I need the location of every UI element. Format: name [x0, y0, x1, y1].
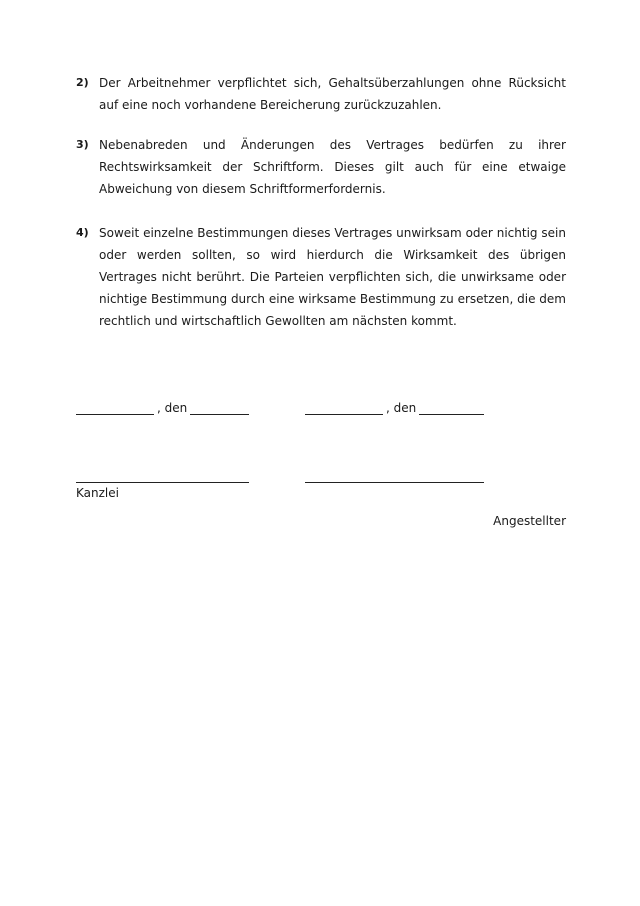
signature-line-left[interactable]: [76, 482, 249, 483]
clause-3: [76, 134, 566, 200]
date-connector-left: , den: [157, 401, 188, 415]
place-line-left[interactable]: [76, 414, 154, 415]
place-line-right[interactable]: [305, 414, 383, 415]
signature-line-right[interactable]: [305, 482, 484, 483]
clause-text: Der Arbeitnehmer verpflichtet sich, Gehaltsüberzahlungen ohne Rücksicht auf eine noch vorhandene Bereicherung zurückzuzahlen.: [99, 76, 566, 112]
signature-label-right: Angestellter: [493, 514, 566, 528]
clause-2: [76, 72, 566, 116]
clause-number: 2): [76, 76, 89, 89]
date-line-left[interactable]: [190, 414, 249, 415]
clause-text: Nebenabreden und Änderungen des Vertrages bedürfen zu ihrer Rechtswirksamkeit der Schriftform. Dieses gilt auch für eine etwaige Abweichung von diesem Schriftformerfordernis.: [99, 138, 566, 196]
clause-text: Soweit einzelne Bestimmungen dieses Vertrages unwirksam oder nichtig sein oder werden sollten, so wird hierdurch die Wirksamkeit des übrigen Vertrages nicht berührt. Die Parteien verpflichten sich, die unwirksame oder nichtige Bestimmung durch eine wirksame Bestimmung zu ersetzen, die dem rechtlich und wirtschaftlich Gewollten am nächsten kommt.: [99, 226, 566, 328]
date-line-right[interactable]: [419, 414, 484, 415]
date-connector-right: , den: [386, 401, 417, 415]
clause-number: 4): [76, 226, 89, 239]
clause-number: 3): [76, 138, 89, 151]
clause-4: [76, 222, 566, 332]
signature-label-left: Kanzlei: [76, 486, 119, 500]
